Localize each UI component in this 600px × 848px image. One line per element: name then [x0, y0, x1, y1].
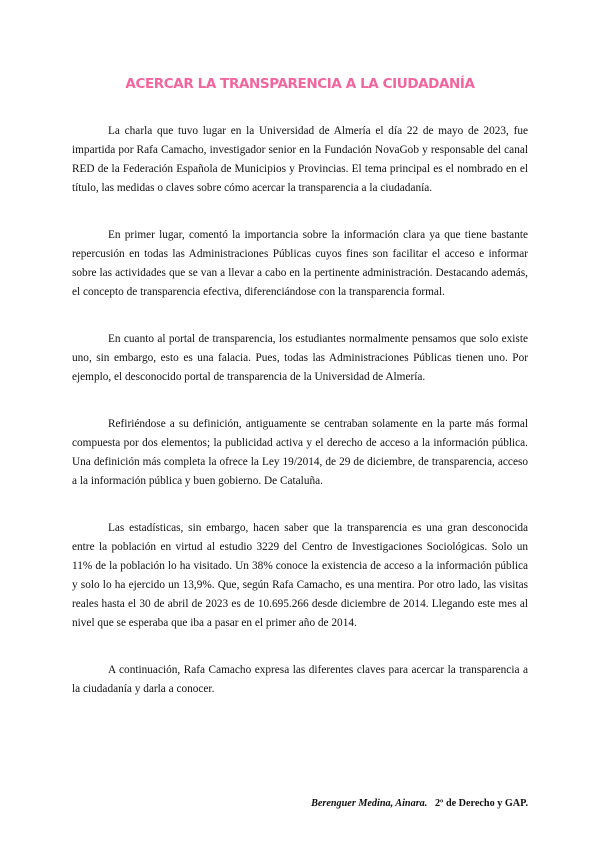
- author-name: Berenguer Medina, Ainara.: [311, 798, 428, 809]
- author-course: 2º de Derecho y GAP.: [434, 798, 528, 809]
- paragraph-keys: A continuación, Rafa Camacho expresa las diferentes claves para acercar la transparencia a la ciudadanía y darla a conocer.: [72, 664, 528, 695]
- paragraph-clear-information: En primer lugar, comentó la importancia sobre la información clara ya que tiene bastante repercusión en todas las Administraciones Públicas cuyos fines son facilitar el acceso e informar sobre las actividades que se van a llevar a cabo en la pertinente administración. Destacando además, el concepto de transparencia efectiva, diferenciándose con la transparencia formal.: [72, 229, 528, 298]
- paragraph-transparency-portal: En cuanto al portal de transparencia, los estudiantes normalmente pensamos que solo existe uno, sin embargo, esto es una falacia. Pues, todas las Administraciones Públicas tienen uno. Por ejemplo, el desconocido portal de transparencia de la Universidad de Almería.: [72, 333, 528, 383]
- author-signature: [311, 798, 528, 809]
- document-title: ACERCAR LA TRANSPARENCIA A LA CIUDADANÍA: [125, 76, 475, 92]
- document-body: [72, 122, 528, 727]
- paragraph-intro: La charla que tuvo lugar en la Universidad de Almería el día 22 de mayo de 2023, fue impartida por Rafa Camacho, investigador senior en la Fundación NovaGob y responsable del canal RED de la Federación Española de Municipios y Provincias. El tema principal es el nombrado en el título, las medidas o claves sobre cómo acercar la transparencia a la ciudadanía.: [72, 125, 528, 194]
- paragraph-statistics: Las estadísticas, sin embargo, hacen saber que la transparencia es una gran desconocida entre la población en virtud al estudio 3229 del Centro de Investigaciones Sociológicas. Solo un 11% de la población lo ha visitado. Un 38% conoce la existencia de acceso a la información pública y solo lo ha ejercido un 13,9%. Que, según Rafa Camacho, es una mentira. Por otro lado, las visitas reales hasta el 30 de abril de 2023 es de 10.695.266 desde diciembre de 2014. Llegando este mes al nivel que se esperaba que iba a pasar en el primer año de 2014.: [72, 522, 528, 629]
- paragraph-definition: Refiriéndose a su definición, antiguamente se centraban solamente en la parte más formal compuesta por dos elementos; la publicidad activa y el derecho de acceso a la información pública. Una definición más completa la ofrece la Ley 19/2014, de 29 de diciembre, de transparencia, acceso a la información pública y buen gobierno. De Cataluña.: [72, 418, 528, 487]
